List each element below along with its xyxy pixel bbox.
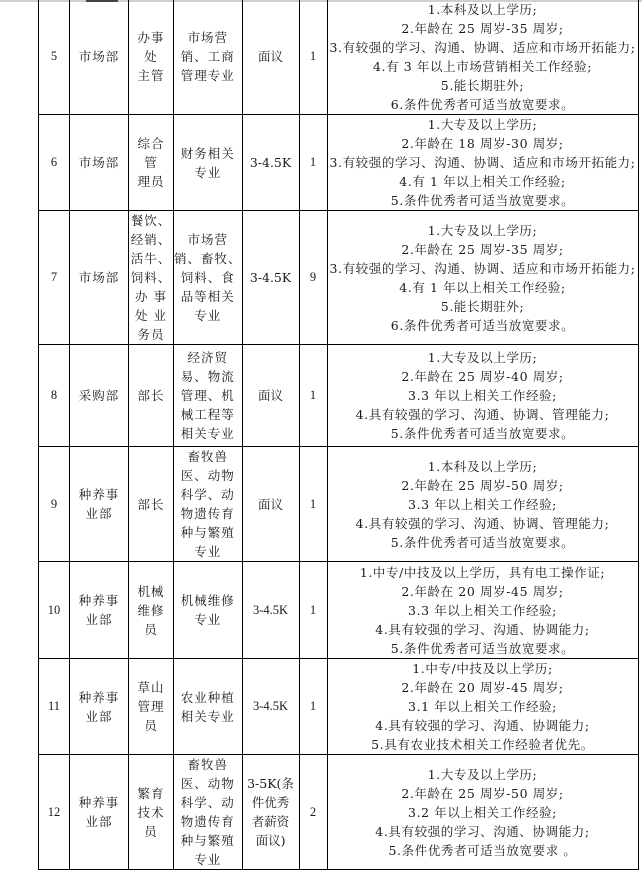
- position-cell-line: 员: [144, 718, 158, 733]
- salary-cell-line: 者薪资: [251, 814, 290, 829]
- major-cell-line: 科学、动: [180, 795, 235, 810]
- requirements-cell-line: 3.有较强的学习、沟通、协调、适应和市场开拓能力;: [329, 39, 636, 55]
- major-cell-line: 种与繁殖: [180, 525, 235, 540]
- requirements-cell-line: 1.大专及以上学历;: [427, 117, 538, 132]
- row-number: 5: [39, 0, 70, 115]
- department-cell-line: 种养事: [78, 795, 120, 810]
- salary-cell-line: 3-5K(条: [247, 776, 294, 791]
- headcount-cell: 9: [299, 211, 327, 345]
- table-row: [39, 755, 639, 870]
- major-cell-line: 市场营: [187, 30, 229, 45]
- major-cell-line: 机械维修: [180, 593, 235, 608]
- requirements-cell-line: 5.能长期驻外;: [440, 77, 525, 93]
- position-cell: [129, 345, 174, 447]
- requirements-cell-line: 4.具有较强的学习、沟通、协调能力;: [375, 621, 590, 637]
- department-cell: [70, 0, 129, 115]
- requirements-cell: [327, 115, 638, 211]
- major-cell-line: 财务相关: [180, 145, 235, 161]
- position-cell-line: 草山: [137, 680, 165, 695]
- position-cell-line: 员: [144, 621, 158, 637]
- department-cell-line: 采购部: [78, 388, 120, 403]
- requirements-cell-line: 2.年龄在 25 周岁-35 周岁;: [401, 241, 564, 257]
- requirements-cell-line: 3.3 年以上相关工作经验;: [408, 496, 557, 512]
- salary-cell-line: 3-4.5K: [249, 270, 292, 285]
- department-cell: [70, 211, 129, 345]
- department-cell: [70, 345, 129, 447]
- position-cell: [129, 562, 174, 659]
- requirements-cell-line: 2.年龄在 25 周岁-40 周岁;: [401, 369, 564, 384]
- major-cell-line: 销、工商: [180, 49, 235, 64]
- major-cell-line: 专业: [194, 308, 222, 323]
- table-row: [39, 211, 639, 345]
- major-cell: [174, 115, 243, 211]
- headcount-cell: 1: [299, 345, 327, 447]
- position-cell-line: 餐饮、: [130, 213, 172, 228]
- requirements-cell: [327, 0, 638, 115]
- department-cell-line: 种养事: [78, 593, 120, 608]
- row-number: 11: [39, 659, 70, 755]
- position-cell-line: 综合: [137, 136, 165, 151]
- requirements-cell-line: 4.具有较强的学习、沟通、协调能力;: [375, 718, 590, 733]
- position-cell-line: 处: [144, 49, 158, 64]
- table-row: [39, 115, 639, 211]
- salary-cell-line: 面议): [255, 833, 286, 848]
- department-cell: [70, 115, 129, 211]
- major-cell-line: 农业种植: [180, 689, 235, 705]
- requirements-cell-line: 5.条件优秀者可适当放宽要求。: [390, 640, 575, 656]
- requirements-cell-line: 2.年龄在 20 周岁-45 周岁;: [401, 583, 564, 599]
- table-row: [39, 0, 639, 115]
- row-number: 6: [39, 115, 70, 211]
- position-cell-line: 机械: [137, 583, 165, 599]
- requirements-cell-line: 6.条件优秀者可适当放宽要求。: [390, 317, 575, 333]
- major-cell: [174, 755, 243, 870]
- requirements-cell-line: 3.2 年以上相关工作经验;: [408, 804, 557, 820]
- major-cell-line: 相关专业: [180, 708, 235, 724]
- requirements-cell-line: 4.有 1 年以上相关工作经验;: [399, 174, 566, 189]
- salary-cell-line: 面议: [258, 388, 284, 403]
- department-cell: [70, 755, 129, 870]
- requirements-cell-line: 4.有 3 年以上市场营销相关工作经验;: [372, 58, 593, 74]
- position-cell-line: 办 事: [135, 289, 167, 304]
- salary-cell: [242, 0, 299, 115]
- requirements-cell-line: 5.能长期驻外;: [440, 298, 525, 314]
- position-cell-line: 务员: [137, 327, 165, 342]
- row-number: 7: [39, 211, 70, 345]
- position-cell-line: 维修: [137, 602, 165, 618]
- major-cell: [174, 447, 243, 562]
- requirements-cell-line: 5.具有农业技术相关工作经验者优先。: [371, 737, 594, 752]
- requirements-cell-line: 1.大专及以上学历;: [427, 222, 538, 238]
- salary-cell: [242, 211, 299, 345]
- row-number: 9: [39, 447, 70, 562]
- requirements-cell-line: 6.条件优秀者可适当放宽要求。: [390, 96, 575, 112]
- department-cell-line: 市场部: [78, 155, 120, 170]
- requirements-cell-line: 4.具有较强的学习、沟通、协调能力;: [375, 823, 590, 839]
- department-cell-line: 市场部: [78, 49, 120, 64]
- position-cell-line: 办事: [137, 30, 165, 45]
- department-cell-line: 业部: [85, 814, 113, 829]
- major-cell-line: 械工程等: [180, 407, 235, 422]
- major-cell-line: 相关专业: [180, 426, 235, 441]
- major-cell: [174, 345, 243, 447]
- position-cell: [129, 0, 174, 115]
- major-cell-line: 销、畜牧、: [174, 251, 242, 266]
- major-cell-line: 种与繁殖: [180, 833, 235, 848]
- requirements-cell-line: 1.中专/中技及以上学历;: [412, 661, 553, 676]
- salary-cell: [242, 447, 299, 562]
- requirements-cell-line: 4.有 1 年以上相关工作经验;: [399, 279, 566, 295]
- major-cell-line: 品等相关: [180, 289, 235, 304]
- major-cell-line: 管理专业: [180, 68, 235, 83]
- position-cell-line: 员: [144, 823, 158, 839]
- major-cell: [174, 0, 243, 115]
- salary-cell-line: 3-4.5K: [252, 699, 289, 713]
- salary-cell-line: 3-4.5K: [249, 155, 292, 170]
- major-cell-line: 医、动物: [180, 468, 235, 483]
- requirements-cell-line: 2.年龄在 20 周岁-45 周岁;: [401, 680, 564, 695]
- requirements-cell: [327, 755, 638, 870]
- department-cell-line: 业部: [85, 612, 113, 627]
- position-cell-line: 部长: [137, 388, 165, 403]
- major-cell-line: 专业: [194, 164, 222, 180]
- requirements-cell: [327, 211, 638, 345]
- requirements-cell-line: 4.具有较强的学习、沟通、协调、管理能力;: [355, 515, 610, 531]
- major-cell: [174, 659, 243, 755]
- row-number: 8: [39, 345, 70, 447]
- table-row: [39, 562, 639, 659]
- department-cell-line: 市场部: [78, 270, 120, 285]
- salary-cell-line: 面议: [258, 496, 284, 512]
- department-cell-line: 业部: [85, 506, 113, 521]
- major-cell-line: 医、动物: [180, 776, 235, 791]
- salary-cell: [242, 115, 299, 211]
- requirements-cell-line: 5.条件优秀者可适当放宽要求。: [390, 534, 575, 550]
- headcount-cell: 1: [299, 447, 327, 562]
- position-cell: [129, 447, 174, 562]
- requirements-cell-line: 1.大专及以上学历;: [427, 350, 538, 365]
- requirements-cell-line: 3.有较强的学习、沟通、协调、适应和市场开拓能力;: [329, 260, 636, 276]
- requirements-cell-line: 5.条件优秀者可适当放宽要求 。: [388, 842, 577, 858]
- requirements-cell: [327, 659, 638, 755]
- requirements-cell-line: 1.本科及以上学历;: [427, 458, 538, 474]
- department-cell-line: 业部: [85, 708, 113, 724]
- major-cell-line: 物遗传育: [180, 506, 235, 521]
- requirements-cell-line: 3.3 年以上相关工作经验;: [408, 602, 557, 618]
- position-cell: [129, 211, 174, 345]
- row-number: 12: [39, 755, 70, 870]
- requirements-cell-line: 4.具有较强的学习、沟通、协调、管理能力;: [355, 407, 610, 422]
- headcount-cell: 2: [299, 755, 327, 870]
- salary-cell: [242, 659, 299, 755]
- headcount-cell: 1: [299, 659, 327, 755]
- requirements-cell-line: 3.有较强的学习、沟通、协调、适应和市场开拓能力;: [329, 155, 636, 170]
- department-cell-line: 种养事: [78, 689, 120, 705]
- requirements-cell-line: 2.年龄在 18 周岁-30 周岁;: [401, 136, 564, 151]
- requirements-cell-line: 2.年龄在 25 周岁-50 周岁;: [401, 477, 564, 493]
- requirements-cell-line: 5.条件优秀者可适当放宽要求。: [390, 193, 575, 208]
- requirements-cell: [327, 447, 638, 562]
- requirements-cell: [327, 562, 638, 659]
- requirements-cell-line: 2.年龄在 25 周岁-35 周岁;: [401, 20, 564, 36]
- major-cell: [174, 211, 243, 345]
- department-cell: [70, 562, 129, 659]
- position-cell: [129, 115, 174, 211]
- major-cell-line: 经济贸: [187, 350, 229, 365]
- requirements-cell-line: 3.3 年以上相关工作经验;: [408, 388, 557, 403]
- major-cell-line: 易、物流: [180, 369, 235, 384]
- position-cell-line: 理员: [137, 174, 165, 189]
- major-cell-line: 专业: [194, 544, 222, 559]
- headcount-cell: 1: [299, 0, 327, 115]
- major-cell-line: 饲料、食: [180, 270, 235, 285]
- requirements-cell-line: 5.条件优秀者可适当放宽要求。: [390, 426, 575, 441]
- position-cell-line: 管: [144, 155, 158, 170]
- position-cell-line: 管理: [137, 699, 165, 714]
- row-number: 10: [39, 562, 70, 659]
- major-cell-line: 管理、机: [180, 388, 235, 403]
- position-cell-line: 活牛、: [130, 251, 172, 266]
- salary-cell-line: 件优秀: [251, 795, 290, 810]
- requirements-cell-line: 2.年龄在 25 周岁-50 周岁;: [401, 785, 564, 801]
- major-cell: [174, 562, 243, 659]
- major-cell-line: 专业: [194, 612, 222, 627]
- major-cell-line: 科学、动: [180, 487, 235, 502]
- salary-cell-line: 面议: [258, 49, 284, 64]
- position-cell-line: 部长: [137, 496, 165, 512]
- major-cell-line: 畜牧兽: [187, 449, 229, 464]
- table-row: [39, 659, 639, 755]
- requirements-cell-line: 1.中专/中技及以上学历，具有电工操作证;: [359, 564, 606, 580]
- position-cell-line: 技术: [137, 804, 165, 820]
- major-cell-line: 畜牧兽: [187, 757, 229, 772]
- requirements-cell-line: 3.1 年以上相关工作经验;: [408, 699, 557, 714]
- department-cell: [70, 447, 129, 562]
- requirements-cell-line: 1.本科及以上学历;: [427, 1, 538, 17]
- position-cell-line: 处 业: [135, 308, 167, 323]
- headcount-cell: 1: [299, 562, 327, 659]
- position-cell: [129, 659, 174, 755]
- requirements-cell: [327, 345, 638, 447]
- department-cell-line: 种养事: [78, 487, 120, 502]
- position-cell-line: 主管: [137, 68, 165, 83]
- position-cell: [129, 755, 174, 870]
- position-cell-line: 繁育: [137, 785, 165, 801]
- requirements-cell-line: 1.大专及以上学历;: [427, 766, 538, 782]
- department-cell: [70, 659, 129, 755]
- table-row: [39, 345, 639, 447]
- position-cell-line: 经销、: [130, 232, 172, 247]
- job-table: [38, 0, 639, 870]
- salary-cell: [242, 755, 299, 870]
- major-cell-line: 物遗传育: [180, 814, 235, 829]
- major-cell-line: 市场营: [187, 232, 229, 247]
- headcount-cell: 1: [299, 115, 327, 211]
- salary-cell: [242, 345, 299, 447]
- salary-cell: [242, 562, 299, 659]
- table-row: [39, 447, 639, 562]
- major-cell-line: 专业: [194, 852, 222, 867]
- position-cell-line: 饲料、: [130, 270, 172, 285]
- salary-cell-line: 3-4.5K: [252, 602, 289, 617]
